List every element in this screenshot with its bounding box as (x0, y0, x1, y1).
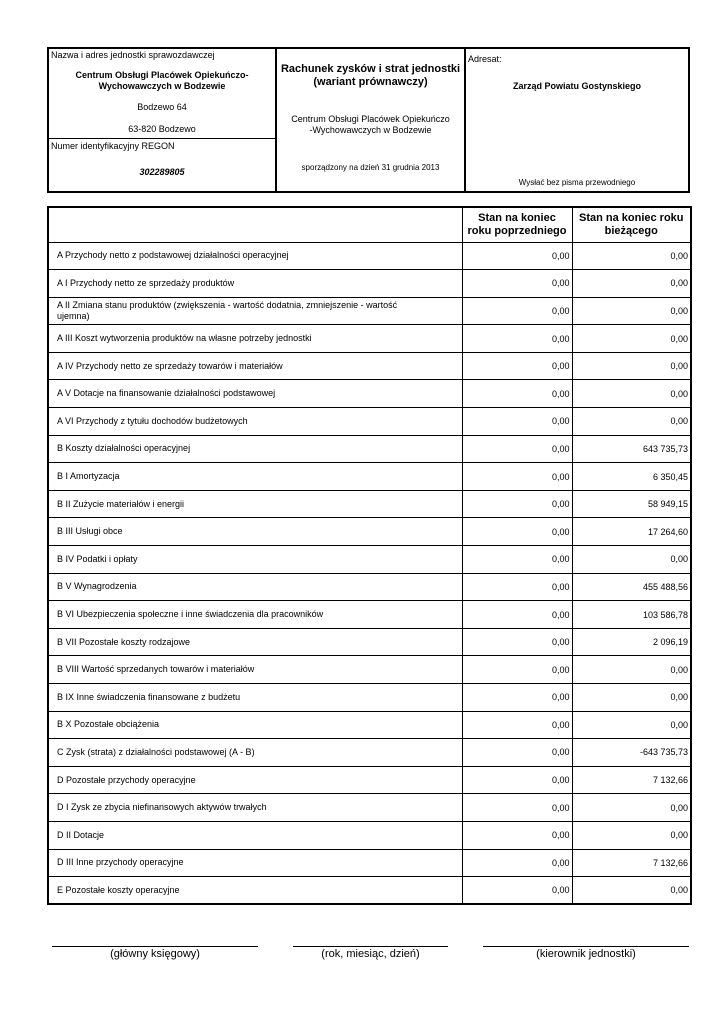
item-name: D Pozostałe przychody operacyjne (48, 766, 462, 794)
address-line2: 63-820 Bodzewo (128, 124, 196, 134)
table-row (48, 821, 691, 849)
table-row (48, 573, 691, 601)
item-name: D II Dotacje (48, 821, 462, 849)
table-row (48, 352, 691, 380)
previous-year-value: 0,00 (462, 656, 572, 684)
table-row (48, 546, 691, 574)
previous-year-value: 0,00 (462, 821, 572, 849)
previous-year-value: 0,00 (462, 601, 572, 629)
previous-year-value: 0,00 (462, 380, 572, 408)
current-year-value: 0,00 (572, 546, 691, 574)
addressee-section (466, 49, 688, 191)
previous-year-value: 0,00 (462, 408, 572, 436)
unit-middle-line2: -Wychowawczych w Bodzewie (309, 125, 432, 135)
report-date: sporządzony na dzień 31 grudnia 2013 (301, 163, 440, 172)
current-year-value: 58 949,15 (572, 490, 691, 518)
item-name: A V Dotacje na finansowanie działalności podstawowej (48, 380, 462, 408)
previous-year-value: 0,00 (462, 877, 572, 905)
previous-year-value: 0,00 (462, 463, 572, 491)
table-row (48, 601, 691, 629)
current-year-value: 0,00 (572, 352, 691, 380)
previous-year-value: 0,00 (462, 546, 572, 574)
item-name: B VIII Wartość sprzedanych towarów i materiałów (48, 656, 462, 684)
table-row (48, 435, 691, 463)
header-current-year: Stan na koniec roku bieżącego (572, 207, 691, 242)
current-year-value: 7 132,66 (572, 849, 691, 877)
previous-year-value: 0,00 (462, 628, 572, 656)
table-row (48, 656, 691, 684)
current-year-value: 103 586,78 (572, 601, 691, 629)
signature-line-date (293, 946, 448, 947)
current-year-value: 643 735,73 (572, 435, 691, 463)
item-name: A VI Przychody z tytułu dochodów budżetowych (48, 408, 462, 436)
current-year-value: 455 488,56 (572, 573, 691, 601)
table-header-row (48, 207, 691, 242)
previous-year-value: 0,00 (462, 711, 572, 739)
item-name: B II Zużycie materiałów i energii (48, 490, 462, 518)
previous-year-value: 0,00 (462, 242, 572, 270)
current-year-value: 0,00 (572, 684, 691, 712)
item-name: B IV Podatki i opłaty (48, 546, 462, 574)
current-year-value: -643 735,73 (572, 739, 691, 767)
table-row (48, 794, 691, 822)
table-row (48, 297, 691, 325)
item-name: B X Pozostałe obciążenia (48, 711, 462, 739)
current-year-value: 0,00 (572, 711, 691, 739)
current-year-value: 0,00 (572, 794, 691, 822)
item-name: B III Usługi obce (48, 518, 462, 546)
table-row (48, 711, 691, 739)
table-row (48, 270, 691, 298)
item-name: B VII Pozostałe koszty rodzajowe (48, 628, 462, 656)
item-name: A II Zmiana stanu produktów (zwiększenia - wartość dodatnia, zmniejszenie - wartość ujemna) (48, 297, 462, 325)
current-year-value: 0,00 (572, 877, 691, 905)
current-year-value: 0,00 (572, 656, 691, 684)
table-row (48, 463, 691, 491)
table-row (48, 849, 691, 877)
table-row (48, 490, 691, 518)
regon-label: Numer identyfikacyjny REGON (51, 141, 175, 151)
current-year-value: 0,00 (572, 242, 691, 270)
table-row (48, 628, 691, 656)
unit-middle-line1: Centrum Obsługi Placówek Opiekuńczo (291, 114, 450, 124)
table-row (48, 380, 691, 408)
item-name: A I Przychody netto ze sprzedaży produktów (48, 270, 462, 298)
table-row (48, 518, 691, 546)
previous-year-value: 0,00 (462, 849, 572, 877)
table-row (48, 408, 691, 436)
table-row (48, 739, 691, 767)
regon-value: 302289805 (139, 167, 185, 177)
item-name: A Przychody netto z podstawowej działalności operacyjnej (48, 242, 462, 270)
item-name: B IX Inne świadczenia finansowane z budżetu (48, 684, 462, 712)
current-year-value: 7 132,66 (572, 766, 691, 794)
current-year-value: 0,00 (572, 325, 691, 353)
item-name: E Pozostałe koszty operacyjne (48, 877, 462, 905)
signature-accountant: (główny księgowy) (110, 948, 200, 960)
previous-year-value: 0,00 (462, 794, 572, 822)
item-name: C Zysk (strata) z działalności podstawowej (A - B) (48, 739, 462, 767)
previous-year-value: 0,00 (462, 325, 572, 353)
signature-date: (rok, miesiąc, dzień) (321, 948, 420, 960)
item-name: D III Inne przychody operacyjne (48, 849, 462, 877)
previous-year-value: 0,00 (462, 766, 572, 794)
item-name: B Koszty działalności operacyjnej (48, 435, 462, 463)
header-item-name (48, 207, 462, 242)
addressee-name: Zarząd Powiatu Gostynskiego (512, 81, 642, 91)
item-name: B I Amortyzacja (48, 463, 462, 491)
item-name: B V Wynagrodzenia (48, 573, 462, 601)
previous-year-value: 0,00 (462, 352, 572, 380)
table-row (48, 877, 691, 905)
addressee-label: Adresat: (468, 54, 502, 64)
unit-name-line2: Wychowawczych w Bodzewie (98, 81, 226, 91)
table-row (48, 242, 691, 270)
divider (49, 138, 275, 139)
signature-line-accountant (52, 946, 258, 947)
item-name: A IV Przychody netto ze sprzedaży towarów i materiałów (48, 352, 462, 380)
current-year-value: 0,00 (572, 380, 691, 408)
table-row (48, 325, 691, 353)
unit-label: Nazwa i adres jednostki sprawozdawczej (51, 50, 215, 60)
previous-year-value: 0,00 (462, 270, 572, 298)
address-line1: Bodzewo 64 (137, 102, 187, 112)
current-year-value: 0,00 (572, 297, 691, 325)
table-row (48, 766, 691, 794)
reporting-unit-section (49, 49, 277, 191)
income-statement-table (47, 206, 692, 905)
previous-year-value: 0,00 (462, 518, 572, 546)
send-note: Wysłać bez pisma przewodniego (518, 178, 636, 187)
table-row (48, 684, 691, 712)
current-year-value: 6 350,45 (572, 463, 691, 491)
previous-year-value: 0,00 (462, 435, 572, 463)
previous-year-value: 0,00 (462, 573, 572, 601)
header-previous-year: Stan na koniec roku poprzedniego (462, 207, 572, 242)
current-year-value: 0,00 (572, 408, 691, 436)
report-title: Rachunek zysków i strat jednostki (wariant prównawczy) (280, 63, 461, 88)
current-year-value: 0,00 (572, 270, 691, 298)
signature-line-head (483, 946, 689, 947)
item-name: D I Zysk ze zbycia niefinansowych aktywów trwałych (48, 794, 462, 822)
unit-name-line1: Centrum Obsługi Placówek Opiekuńczo- (75, 70, 249, 80)
previous-year-value: 0,00 (462, 684, 572, 712)
current-year-value: 0,00 (572, 821, 691, 849)
report-title-section (277, 49, 466, 191)
current-year-value: 17 264,60 (572, 518, 691, 546)
item-name: B VI Ubezpieczenia społeczne i inne świadczenia dla pracowników (48, 601, 462, 629)
previous-year-value: 0,00 (462, 739, 572, 767)
previous-year-value: 0,00 (462, 490, 572, 518)
report-header (47, 47, 690, 193)
previous-year-value: 0,00 (462, 297, 572, 325)
current-year-value: 2 096,19 (572, 628, 691, 656)
item-name: A III Koszt wytworzenia produktów na własne potrzeby jednostki (48, 325, 462, 353)
signature-head: (kierownik jednostki) (536, 948, 636, 960)
